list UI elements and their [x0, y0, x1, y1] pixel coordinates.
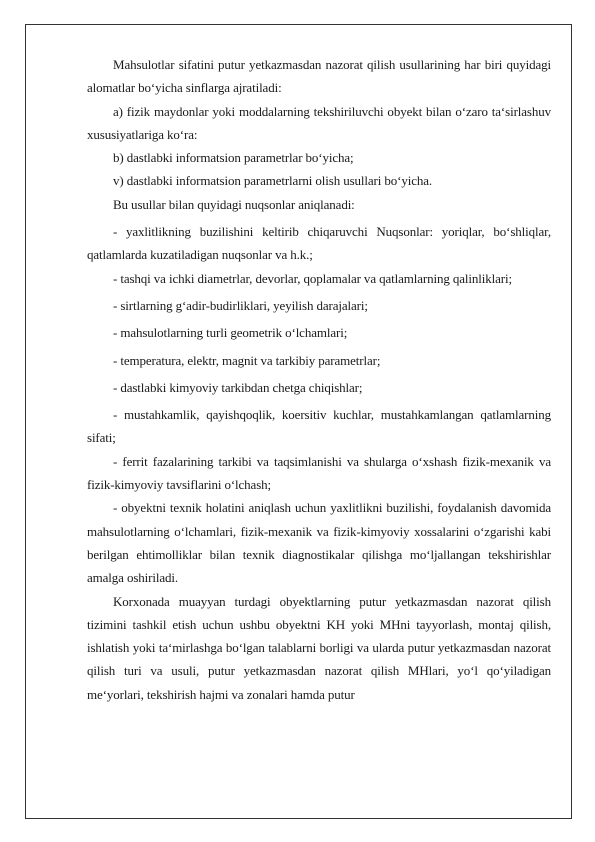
paragraph-defect-3: - sirtlarning g‘adir-budirliklari, yeyilish darajalari;	[113, 297, 368, 313]
paragraph-item-v: v) dastlabki informatsion parametrlarni olish usullari bo‘yicha.	[113, 173, 433, 189]
paragraph-defects-intro: Bu usullar bilan quyidagi nuqsonlar aniqlanadi:	[113, 196, 355, 212]
paragraph-defect-5: - temperatura, elektr, magnit va tarkibiy parametrlar;	[113, 352, 381, 368]
document-body	[87, 53, 551, 706]
paragraph-item-b: b) dastlabki informatsion parametrlar bo‘yicha;	[113, 150, 354, 166]
paragraph-korxona: Korxonada muayyan turdagi obyektlarning putur yetkazmasdan nazorat qilish tizimini tashkil etish uchun ushbu obyektni KH yoki MHni tayyorlash, montaj qilish, ishlatish yoki ta‘mirlashga bo‘lgan talablarni borligi va ularda putur yetkazmasdan nazorat qilish turi va usuli, putur yetkazmasdan nazorat qilish MHlari, yo‘l qo‘yiladigan me‘yorlari, tekshirish hajmi va zonalari hamda putur	[87, 593, 551, 702]
paragraph-defect-9: - obyektni texnik holatini aniqlash uchun yaxlitlikni buzilishi, foydalanish davomida mahsulotlarning o‘lchamlari, fizik-mexanik va fizik-kimyoviy xossalarini o‘zgarishi kabi berilgan ehtimolliklar bilan texnik diagnostikalar qilishga mo‘ljallangan tekshirishlar amalga oshiriladi.	[87, 500, 551, 586]
paragraph-intro: Mahsulotlar sifatini putur yetkazmasdan nazorat qilish usullarining har biri quyidagi alomatlar bo‘yicha sinflarga ajratiladi:	[87, 57, 551, 96]
paragraph-defect-2: - tashqi va ichki diametrlar, devorlar, qoplamalar va qatlamlarning qalinliklari;	[113, 270, 512, 286]
paragraph-defect-6: - dastlabki kimyoviy tarkibdan chetga chiqishlar;	[113, 379, 363, 395]
paragraph-item-a: a) fizik maydonlar yoki moddalarning tekshiriluvchi obyekt bilan o‘zaro ta‘sirlashuv xususiyatlariga ko‘ra:	[87, 103, 551, 142]
paragraph-defect-1: - yaxlitlikning buzilishini keltirib chiqaruvchi Nuqsonlar: yoriqlar, bo‘shliqlar, qatlamlarda kuzatiladigan nuqsonlar va h.k.;	[87, 224, 551, 263]
paragraph-defect-4: - mahsulotlarning turli geometrik o‘lchamlari;	[113, 325, 348, 341]
paragraph-defect-7: - mustahkamlik, qayishqoqlik, koersitiv kuchlar, mustahkamlangan qatlamlarning sifati;	[87, 407, 551, 446]
paragraph-defect-8: - ferrit fazalarining tarkibi va taqsimlanishi va shularga o‘xshash fizik-mexanik va fizik-kimyoviy tavsiflarini o‘lchash;	[87, 453, 551, 493]
